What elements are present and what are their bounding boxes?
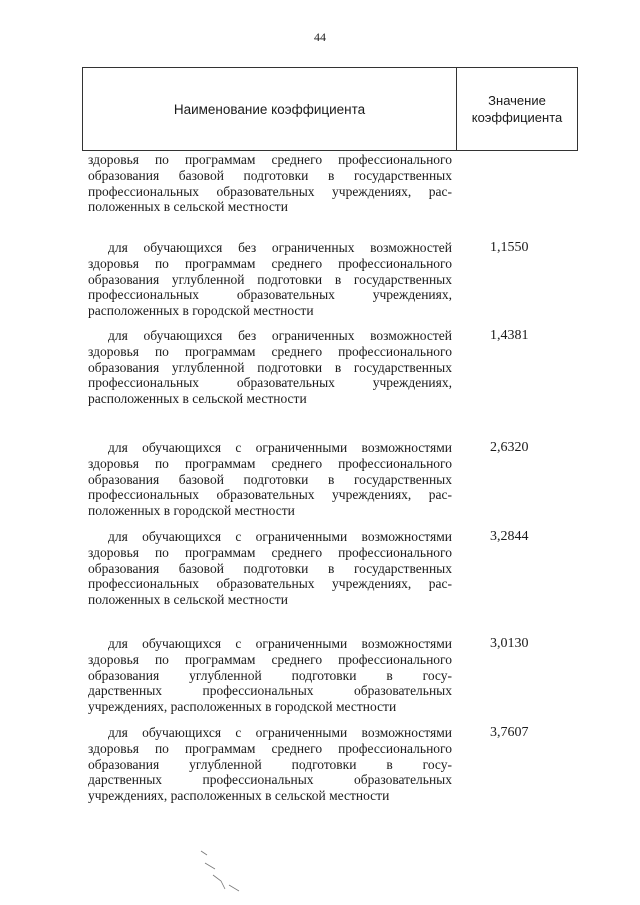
coefficient-description [82,152,452,215]
description-line: здоровья по программам среднего профессионального [88,255,452,271]
header-name-column: Наименование коэффициента [83,68,457,150]
coefficient-description [82,636,452,715]
header-value-line-2: коэффициента [471,110,563,125]
description-line: профессиональных образовательных учреждениях, [88,375,452,391]
coefficient-description [82,328,452,407]
description-line: расположенных в городской местности [88,303,314,319]
description-line: здоровья по программам среднего профессионального [88,152,452,167]
header-value-line-1: Значение [488,93,546,108]
description-line: здоровья по программам среднего профессионального [88,455,452,471]
coefficient-description [82,440,452,519]
table-row [82,529,576,608]
description-line: положенных в городской местности [88,503,295,519]
description-line: для обучающихся с ограниченными возможностями [108,636,452,651]
description-line: образования углубленной подготовки в госу- [88,667,452,683]
description-line: профессиональных образовательных учреждениях, рас- [88,487,452,503]
coefficient-description [82,529,452,608]
coefficient-value: 2,6320 [490,440,529,455]
description-line: образования углубленной подготовки в государственных [88,359,452,375]
coefficient-value: 1,1550 [490,240,529,255]
coefficient-description [82,725,452,804]
page-number: 44 [314,30,326,44]
description-line: здоровья по программам среднего профессионального [88,343,452,359]
coefficient-value: 3,7607 [490,725,529,740]
coefficient-value: 3,2844 [490,529,529,544]
table-row [82,636,576,715]
description-line: профессиональных образовательных учреждениях, [88,287,452,303]
header-value-column [457,68,577,150]
description-line: образования базовой подготовки в государственных [88,471,452,487]
table-row [82,440,576,519]
coefficient-value: 3,0130 [490,636,529,651]
description-line: учреждениях, расположенных в сельской местности [88,788,390,804]
table-row [82,328,576,407]
description-line: положенных в сельской местности [88,199,288,215]
description-line: положенных в сельской местности [88,592,288,608]
description-line: образования углубленной подготовки в государственных [88,271,452,287]
table-row [82,240,576,319]
table-row [82,152,576,215]
description-line: для обучающихся без ограниченных возможностей [108,328,452,343]
description-line: здоровья по программам среднего профессионального [88,651,452,667]
coefficient-table [82,67,578,151]
description-line: здоровья по программам среднего профессионального [88,544,452,560]
description-line: образования базовой подготовки в государственных [88,560,452,576]
description-line: здоровья по программам среднего профессионального [88,740,452,756]
description-line: профессиональных образовательных учреждениях, рас- [88,183,452,199]
description-line: дарственных профессиональных образовательных [88,683,452,699]
description-line: образования углубленной подготовки в госу- [88,756,452,772]
description-line: для обучающихся с ограниченными возможностями [108,440,452,455]
coefficient-value: 1,4381 [490,328,529,343]
description-line: для обучающихся без ограниченных возможностей [108,240,452,255]
description-line: для обучающихся с ограниченными возможностями [108,529,452,544]
table-header [83,68,577,151]
description-line: профессиональных образовательных учреждениях, рас- [88,576,452,592]
description-line: образования базовой подготовки в государственных [88,167,452,183]
handwritten-mark [195,845,255,895]
table-row [82,725,576,804]
coefficient-description [82,240,452,319]
description-line: для обучающихся с ограниченными возможностями [108,725,452,740]
description-line: расположенных в сельской местности [88,391,307,407]
description-line: дарственных профессиональных образовательных [88,772,452,788]
description-line: учреждениях, расположенных в городской местности [88,699,397,715]
coefficient-value [452,152,576,215]
